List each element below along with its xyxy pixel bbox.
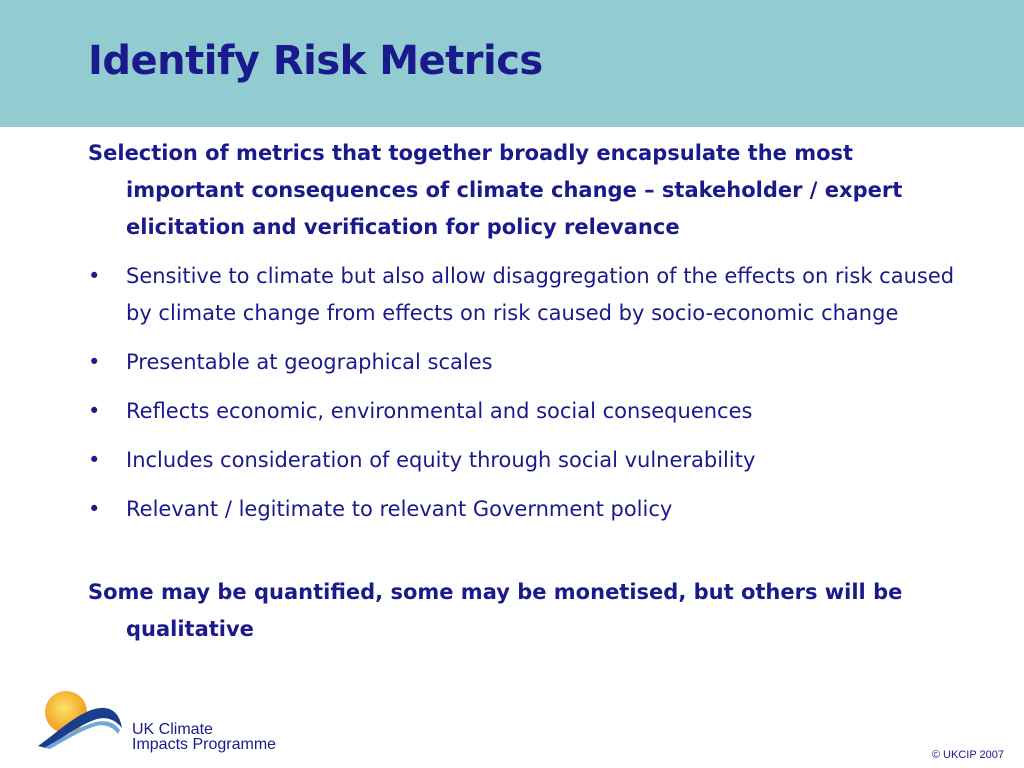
slide-content [88,135,968,648]
bullet-dot-icon: • [88,399,101,423]
slide-title: Identify Risk Metrics [88,38,543,84]
bullet-item [88,442,968,479]
bullet-item [88,258,968,332]
bullet-dot-icon: • [88,264,101,288]
bullet-list [88,258,968,528]
bullet-item [88,491,968,528]
logo-text [132,722,276,752]
copyright-text: © UKCIP 2007 [931,749,1004,761]
ukcip-sun-swoosh-icon [36,688,136,750]
ukcip-logo [36,688,286,753]
logo-line1: UK Climate [132,721,213,738]
bullet-dot-icon: • [88,350,101,374]
closing-text: Some may be quantified, some may be monetised, but others will be qualitative [88,580,903,641]
bullet-dot-icon: • [88,497,101,521]
bullet-dot-icon: • [88,448,101,472]
logo-line2: Impacts Programme [132,736,277,753]
bullet-item [88,344,968,381]
bullet-text: Sensitive to climate but also allow disaggregation of the effects on risk caused by climate change from effects on risk caused by socio-economic change [126,264,955,325]
bullet-text: Presentable at geographical scales [126,350,493,374]
bullet-item [88,393,968,430]
intro-text: Selection of metrics that together broadly encapsulate the most important consequences of climate change – stakeholder / expert elicitation and verification for policy relevance [88,141,903,239]
bullet-text: Includes consideration of equity through social vulnerability [126,448,756,472]
bullet-text: Relevant / legitimate to relevant Government policy [126,497,673,521]
bullet-text: Reflects economic, environmental and social consequences [126,399,753,423]
